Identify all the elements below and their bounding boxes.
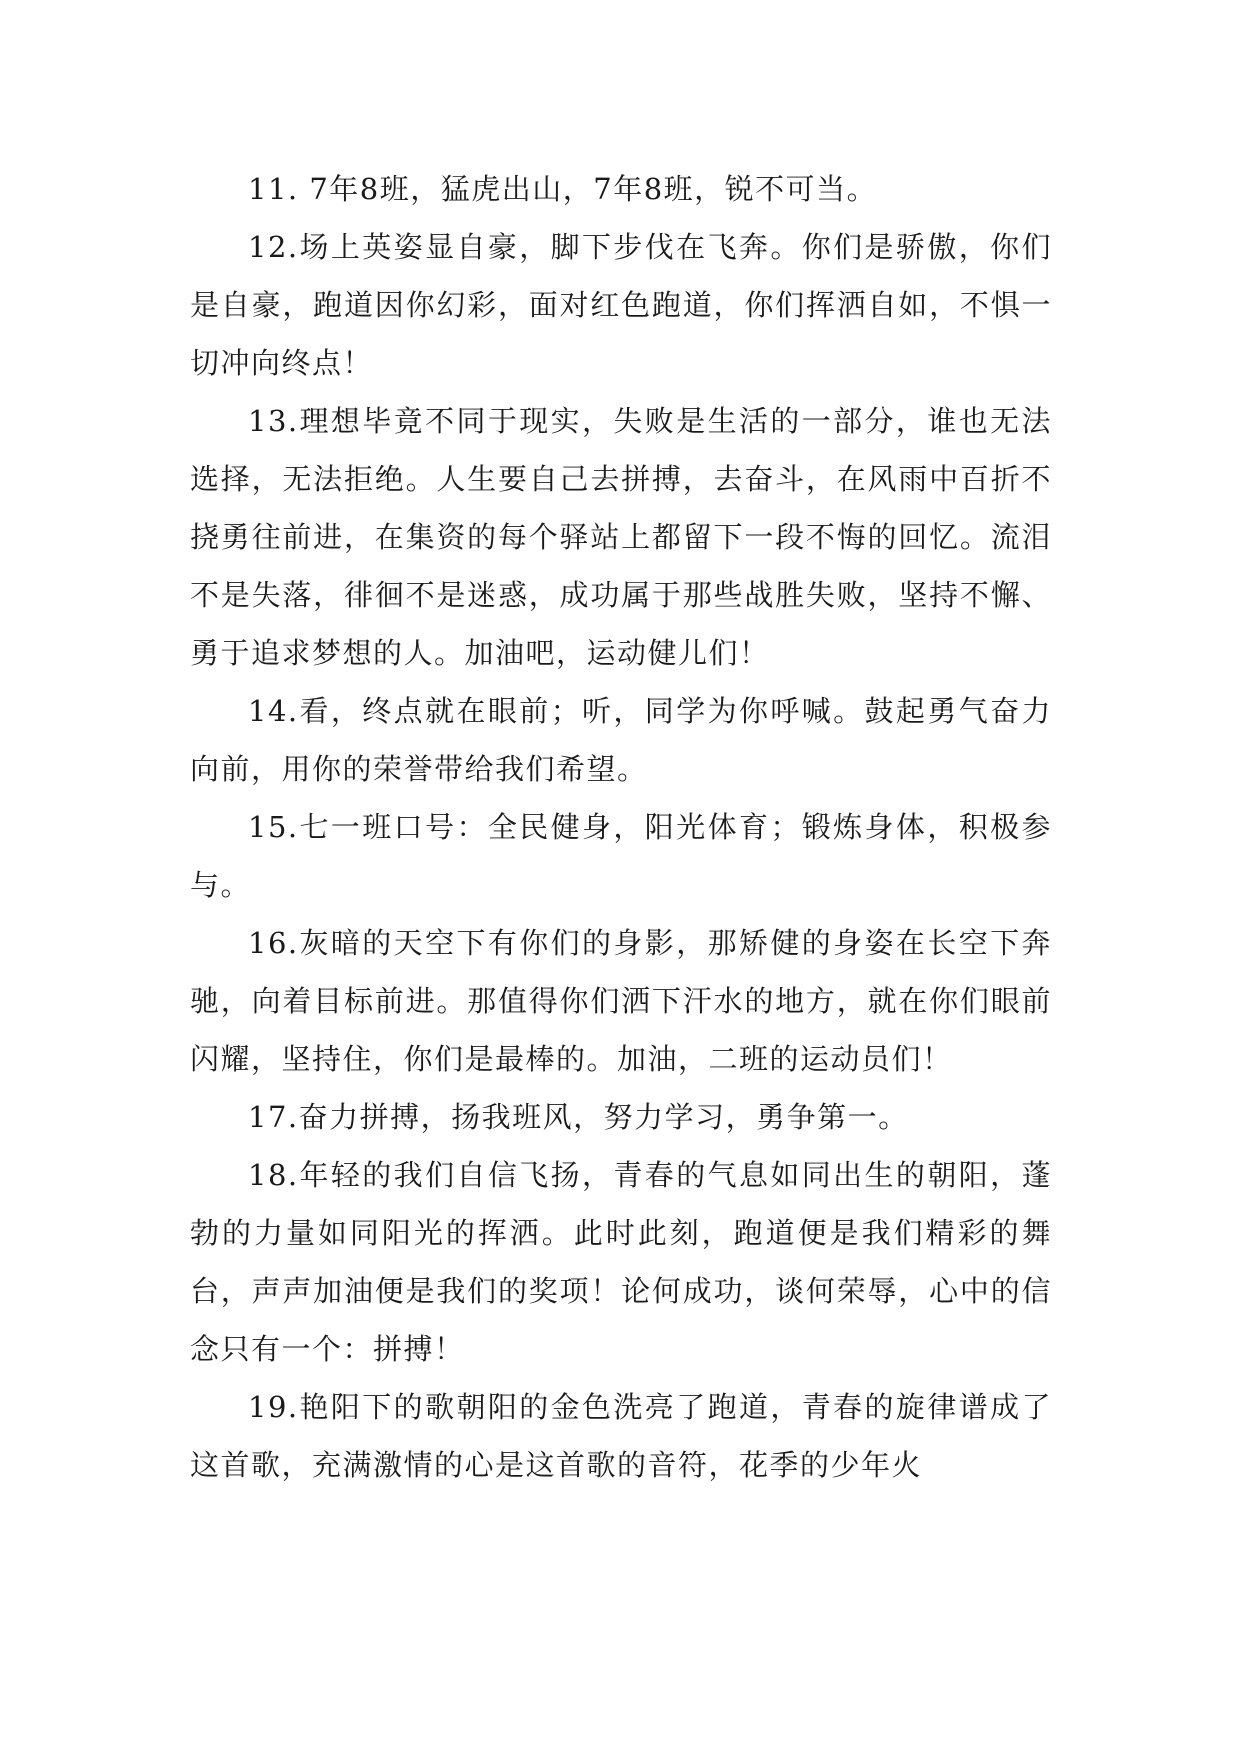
paragraph-14: 14.看，终点就在眼前；听，同学为你呼喊。鼓起勇气奋力向前，用你的荣誉带给我们希望。 xyxy=(190,694,1052,786)
paragraph-13: 13.理想毕竟不同于现实，失败是生活的一部分，谁也无法选择，无法拒绝。人生要自己去拼搏，去奋斗，在风雨中百折不挠勇往前进，在集资的每个驿站上都留下一段不悔的回忆。流泪不是失落，徘徊不是迷惑，成功属于那些战胜失败，坚持不懈、勇于追求梦想的人。加油吧，运动健儿们！ xyxy=(190,404,1052,670)
paragraph-19: 19.艳阳下的歌朝阳的金色洗亮了跑道，青春的旋律谱成了这首歌，充满激情的心是这首歌的音符，花季的少年火 xyxy=(190,1390,1052,1482)
paragraph-18: 18.年轻的我们自信飞扬，青春的气息如同出生的朝阳，蓬勃的力量如同阳光的挥洒。此时此刻，跑道便是我们精彩的舞台，声声加油便是我们的奖项！论何成功，谈何荣辱，心中的信念只有一个：拼搏！ xyxy=(190,1158,1052,1366)
paragraph-12: 12.场上英姿显自豪，脚下步伐在飞奔。你们是骄傲，你们是自豪，跑道因你幻彩，面对红色跑道，你们挥洒自如，不惧一切冲向终点！ xyxy=(190,230,1052,380)
paragraph-11: 11. 7年8班，猛虎出山，7年8班，锐不可当。 xyxy=(248,172,878,206)
paragraph-16: 16.灰暗的天空下有你们的身影，那矫健的身姿在长空下奔驰，向着目标前进。那值得你们洒下汗水的地方，就在你们眼前闪耀，坚持住，你们是最棒的。加油，二班的运动员们！ xyxy=(190,926,1052,1076)
paragraph-17: 17.奋力拼搏，扬我班风，努力学习，勇争第一。 xyxy=(248,1100,909,1134)
paragraph-15: 15.七一班口号：全民健身，阳光体育；锻炼身体，积极参与。 xyxy=(190,810,1052,902)
document-body xyxy=(190,160,1052,1494)
